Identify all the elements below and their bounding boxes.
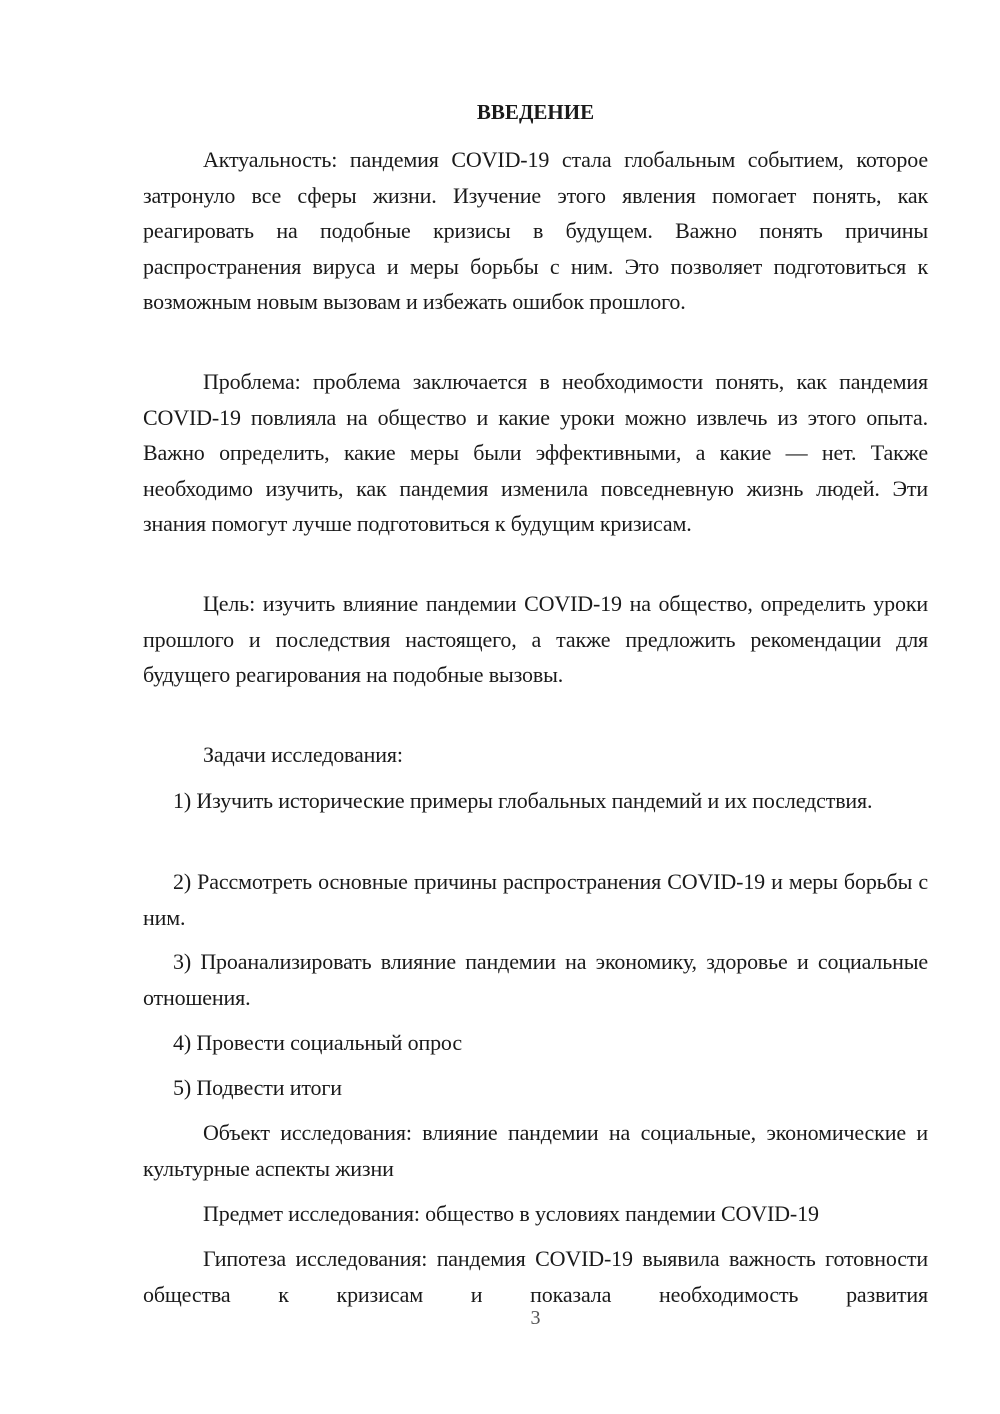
task-item-3: 3) Проанализировать влияние пандемии на экономику, здоровье и социальные отношения. — [143, 949, 928, 1010]
task-item-5: 5) Подвести итоги — [173, 1075, 342, 1100]
paragraph-goal: Цель: изучить влияние пандемии COVID-19 на общество, определить уроки прошлого и последствия настоящего, а также предложить рекомендации для будущего реагирования на подобные вызовы. — [143, 591, 928, 687]
paragraph-relevance: Актуальность: пандемия COVID-19 стала глобальным событием, которое затронуло все сферы жизни. Изучение этого явления помогает понять, как реагировать на подобные кризисы в будущем. Важно понять причины распространения вируса и меры борьбы с ним. Это позволяет подготовиться к возможным новым вызовам и избежать ошибок прошлого. — [143, 147, 928, 314]
paragraph-subject: Предмет исследования: общество в условиях пандемии COVID-19 — [203, 1201, 819, 1226]
section-heading: ВВЕДЕНИЕ — [476, 100, 595, 124]
task-item-1: 1) Изучить исторические примеры глобальных пандемий и их последствия. — [173, 788, 873, 813]
paragraph-problem: Проблема: проблема заключается в необходимости понять, как пандемия COVID-19 повлияла на общество и какие уроки можно извлечь из этого опыта. Важно определить, какие меры были эффективными, а какие — нет. Также необходимо изучить, как пандемия изменила повседневную жизнь людей. Эти знания помогут лучше подготовиться к будущим кризисам. — [143, 369, 928, 536]
paragraph-object: Объект исследования: влияние пандемии на социальные, экономические и культурные аспекты жизни — [143, 1120, 928, 1181]
task-item-2: 2) Рассмотреть основные причины распространения COVID-19 и меры борьбы с ним. — [143, 869, 928, 930]
tasks-title: Задачи исследования: — [203, 742, 403, 767]
task-item-4: 4) Провести социальный опрос — [173, 1030, 462, 1055]
paragraph-hypothesis: Гипотеза исследования: пандемия COVID-19 выявила важность готовности общества к кризисам и показала необходимость развития — [143, 1246, 928, 1307]
page-number: 3 — [530, 1307, 541, 1329]
